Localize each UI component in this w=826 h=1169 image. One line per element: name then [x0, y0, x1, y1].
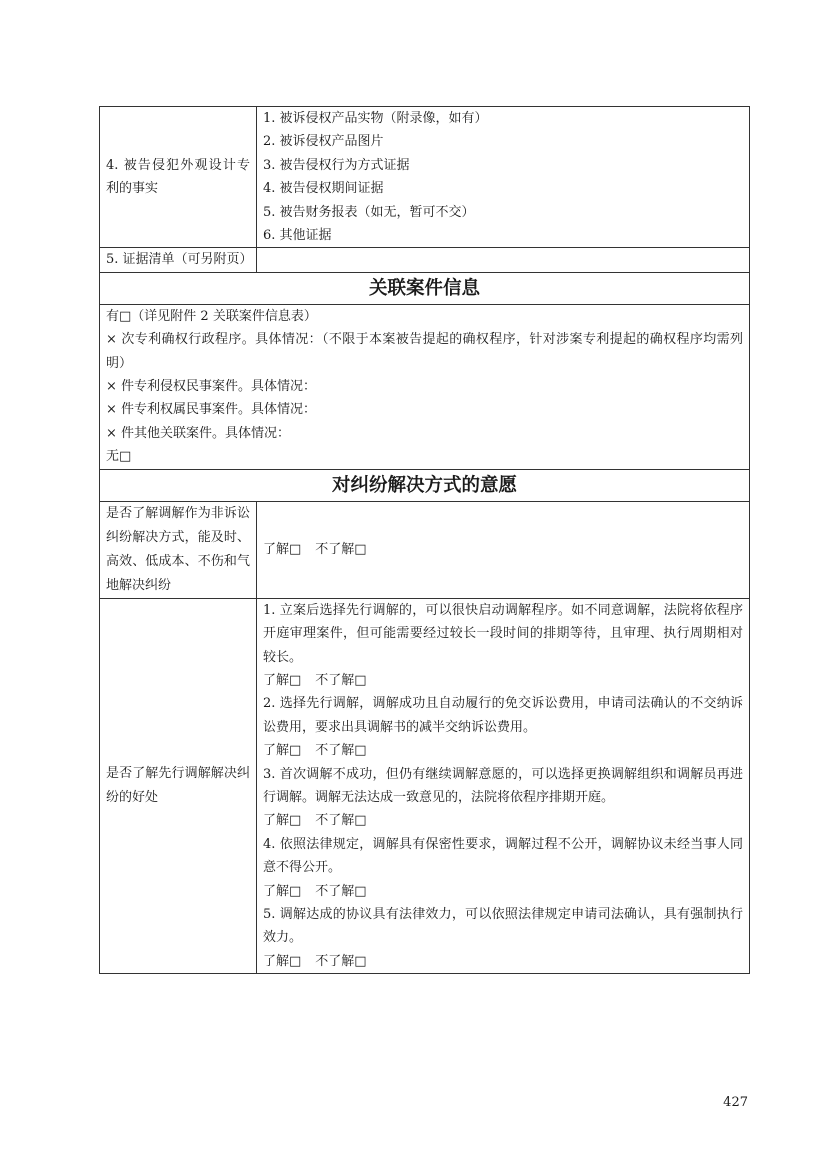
- related-cases-line: 有□（详见附件 2 关联案件信息表）: [106, 308, 317, 324]
- benefit-options: [263, 809, 743, 832]
- understand-checkbox[interactable]: 了解□: [263, 953, 302, 969]
- evidence-list-value[interactable]: [257, 248, 750, 272]
- related-cases-line: × 件专利权属民事案件。具体情况：: [106, 402, 317, 418]
- related-cases-line: 无□: [106, 449, 132, 465]
- pre-mediation-benefits-content: [257, 598, 750, 974]
- page-number: 427: [723, 1095, 748, 1110]
- dispute-resolution-title: 对纠纷解决方式的意愿: [100, 469, 750, 501]
- not-understand-checkbox[interactable]: 不了解□: [315, 743, 367, 759]
- related-cases-content: [100, 304, 750, 469]
- understand-checkbox[interactable]: 了解□: [263, 541, 302, 557]
- benefit-point: 1. 立案后选择先行调解的，可以很快启动调解程序。如不同意调解，法院将依程序开庭审理案件，但可能需要经过较长一段时间的排期等待，且审理、执行周期相对较长。: [263, 602, 743, 665]
- related-cases-line: × 次专利确权行政程序。具体情况：（不限于本案被告提起的确权程序，针对涉案专利提起的确权程序均需列明）: [106, 332, 743, 371]
- not-understand-checkbox[interactable]: 不了解□: [315, 953, 367, 969]
- understand-checkbox[interactable]: 了解□: [263, 743, 302, 759]
- related-cases-title: 关联案件信息: [100, 272, 750, 304]
- evidence-list-row: [100, 248, 750, 272]
- not-understand-checkbox[interactable]: 不了解□: [315, 541, 367, 557]
- infringement-evidence-list: [257, 107, 750, 248]
- not-understand-checkbox[interactable]: 不了解□: [315, 672, 367, 688]
- evidence-item: 6. 其他证据: [263, 228, 332, 244]
- evidence-item: 3. 被告侵权行为方式证据: [263, 157, 410, 173]
- complaint-form-table: [99, 106, 750, 974]
- benefit-options: [263, 950, 743, 973]
- benefit-point: 3. 首次调解不成功，但仍有继续调解意愿的，可以选择更换调解组织和调解员再进行调解。调解无法达成一致意见的，法院将依程序排期开庭。: [263, 766, 743, 805]
- benefit-point: 5. 调解达成的协议具有法律效力，可以依照法律规定申请司法确认，具有强制执行效力。: [263, 906, 743, 946]
- benefit-point: 2. 选择先行调解，调解成功且自动履行的免交诉讼费用，申请司法确认的不交纳诉讼费用，要求出具调解书的减半交纳诉讼费用。: [263, 696, 743, 735]
- understand-checkbox[interactable]: 了解□: [263, 813, 302, 829]
- benefit-options: [263, 669, 743, 692]
- pre-mediation-benefits-row: [100, 598, 750, 974]
- benefit-options: [263, 880, 743, 903]
- infringement-facts-row: [100, 107, 750, 248]
- evidence-item: 5. 被告财务报表（如无，暂可不交）: [263, 204, 475, 220]
- evidence-list-label: 5. 证据清单（可另附页）: [100, 248, 257, 272]
- pre-mediation-benefits-label: 是否了解先行调解解决纠纷的好处: [100, 598, 257, 974]
- evidence-item: 2. 被诉侵权产品图片: [263, 134, 384, 150]
- understand-checkbox[interactable]: 了解□: [263, 672, 302, 688]
- mediation-awareness-options: [257, 501, 750, 598]
- related-cases-header-row: [100, 272, 750, 304]
- related-cases-line: × 件其他关联案件。具体情况：: [106, 425, 291, 441]
- evidence-item: 1. 被诉侵权产品实物（附录像，如有）: [263, 111, 488, 126]
- related-cases-row: [100, 304, 750, 469]
- benefit-point: 4. 依照法律规定，调解具有保密性要求，调解过程不公开，调解协议未经当事人同意不得公开。: [263, 836, 743, 876]
- benefit-options: [263, 739, 743, 762]
- understand-checkbox[interactable]: 了解□: [263, 883, 302, 899]
- related-cases-line: × 件专利侵权民事案件。具体情况：: [106, 379, 317, 395]
- not-understand-checkbox[interactable]: 不了解□: [315, 813, 367, 829]
- mediation-awareness-row: [100, 501, 750, 598]
- evidence-item: 4. 被告侵权期间证据: [263, 181, 384, 197]
- mediation-awareness-label: 是否了解调解作为非诉讼纠纷解决方式，能及时、高效、低成本、不伤和气地解决纠纷: [100, 501, 257, 598]
- infringement-facts-label: 4. 被告侵犯外观设计专利的事实: [100, 107, 257, 248]
- dispute-resolution-header-row: [100, 469, 750, 501]
- not-understand-checkbox[interactable]: 不了解□: [315, 883, 367, 899]
